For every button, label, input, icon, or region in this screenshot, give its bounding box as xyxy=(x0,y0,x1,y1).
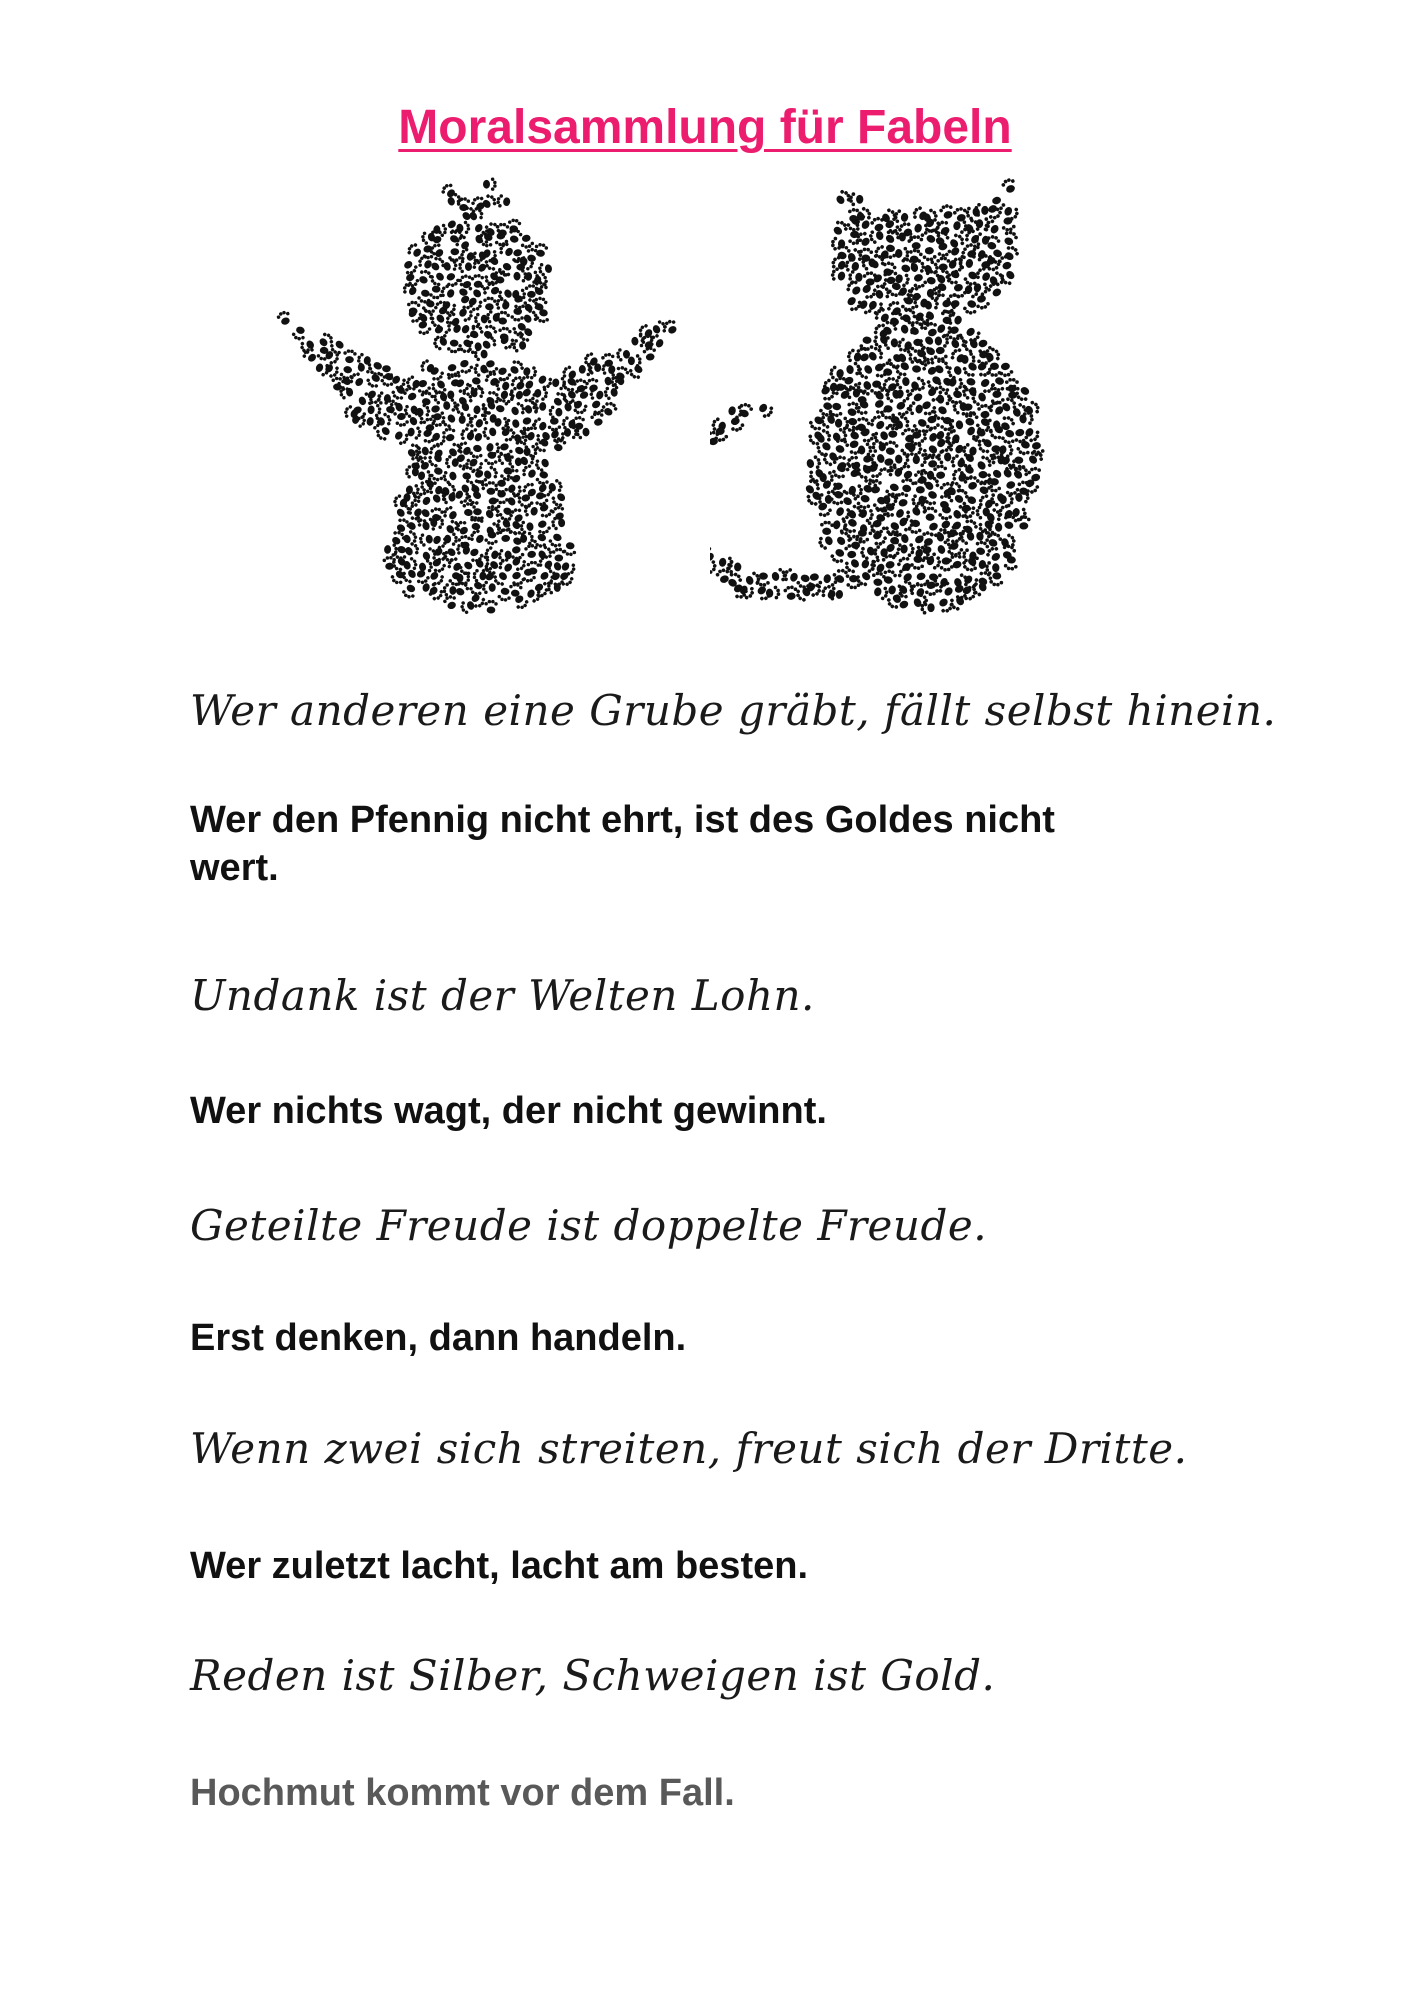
moral-item: Wenn zwei sich streiten, freut sich der Dritte. xyxy=(190,1424,1188,1473)
moral-item: Geteilte Freude ist doppelte Freude. xyxy=(190,1201,988,1250)
moral-item: Wer nichts wagt, der nicht gewinnt. xyxy=(190,1090,827,1132)
moral-item: Wer anderen eine Grube gräbt, fällt selbst hinein. xyxy=(190,686,1277,735)
moral-item: Reden ist Silber, Schweigen ist Gold. xyxy=(190,1651,996,1700)
moral-item: Undank ist der Welten Lohn. xyxy=(190,971,815,1020)
moral-item: Hochmut kommt vor dem Fall. xyxy=(190,1772,735,1814)
moral-item: Wer zuletzt lacht, lacht am besten. xyxy=(190,1545,809,1587)
cat-icon xyxy=(710,165,1140,625)
angel-icon xyxy=(270,165,690,625)
moral-item: Wer den Pfennig nicht ehrt, ist des Goldes nicht wert. xyxy=(190,799,1055,889)
page-title: Moralsammlung für Fabeln xyxy=(398,101,1012,154)
moral-item: Erst denken, dann handeln. xyxy=(190,1317,687,1359)
